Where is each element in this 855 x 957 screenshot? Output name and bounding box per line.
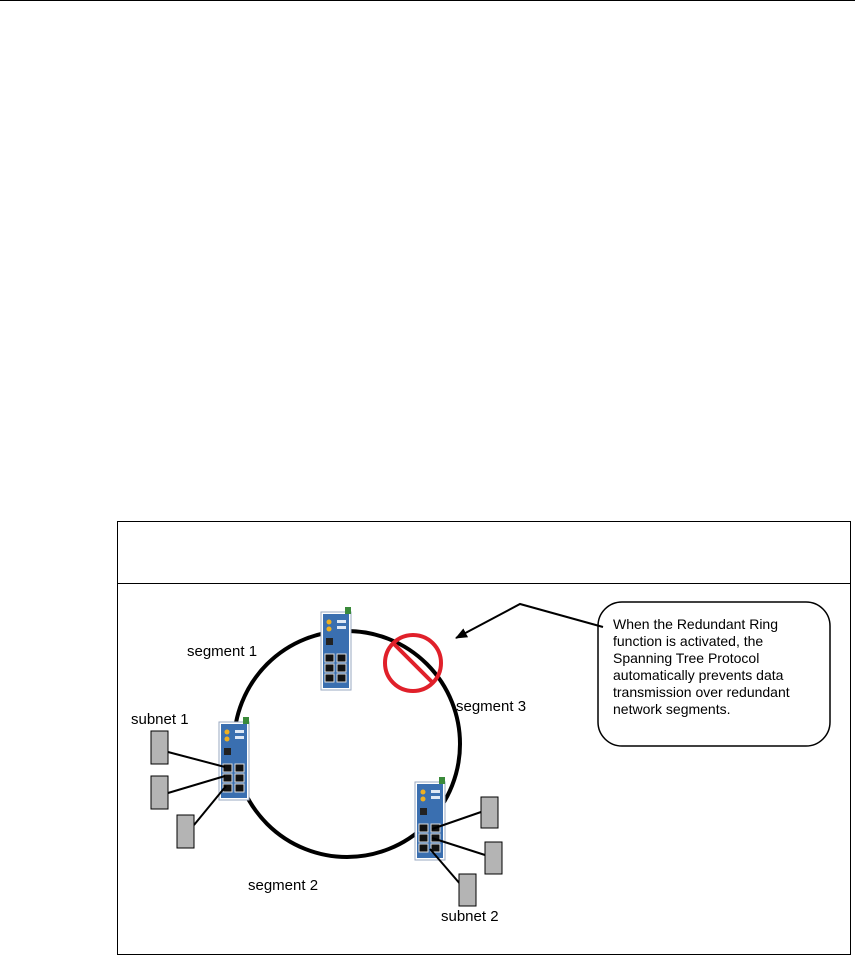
subnet1-cable-3 [194, 786, 226, 825]
subnet1-device-2 [151, 776, 168, 809]
label-segment-1: segment 1 [187, 643, 258, 660]
switch-top [321, 607, 351, 690]
callout-line-5: transmission over redundant [613, 684, 790, 700]
label-subnet-2: subnet 2 [441, 908, 499, 925]
callout-line-6: network segments. [613, 701, 731, 717]
callout-pointer-arrow [456, 604, 603, 638]
subnet2-device-1 [481, 797, 498, 828]
callout-line-3: Spanning Tree Protocol [613, 650, 760, 666]
subnet1-cable-2 [168, 776, 225, 793]
subnet1-device-1 [151, 731, 168, 764]
subnet2-device-3 [459, 874, 476, 906]
label-segment-3: segment 3 [456, 698, 527, 715]
callout-line-4: automatically prevents data [613, 667, 784, 683]
switch-bottom-right [415, 777, 445, 860]
subnet1-cable-1 [168, 752, 225, 767]
blocked-segment-icon [385, 635, 441, 691]
callout-line-2: function is activated, the [613, 633, 764, 649]
subnet2-device-2 [485, 842, 502, 874]
subnet1-device-3 [177, 815, 194, 848]
callout-line-1: When the Redundant Ring [613, 616, 778, 632]
label-subnet-1: subnet 1 [131, 711, 189, 728]
label-segment-2: segment 2 [248, 877, 319, 894]
